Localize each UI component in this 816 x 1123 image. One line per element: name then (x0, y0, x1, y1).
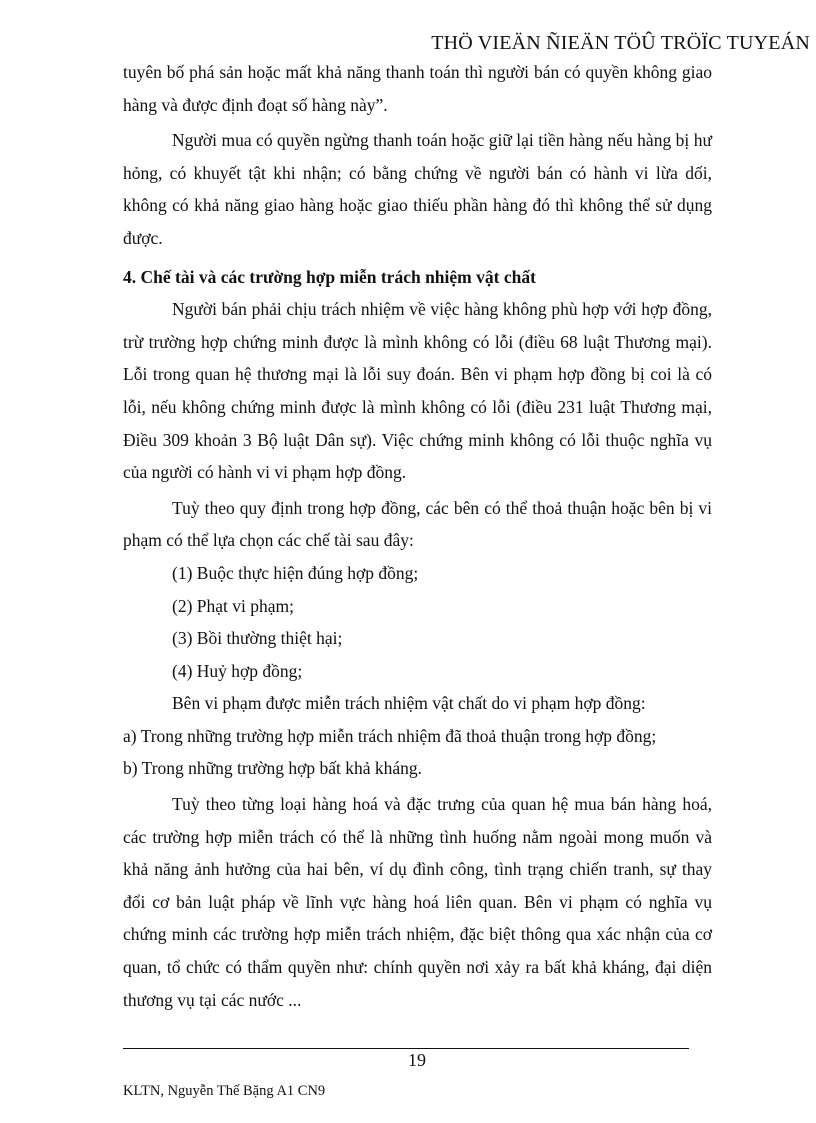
section-heading: 4. Chế tài và các trường hợp miễn trách nhiệm vật chất (123, 266, 536, 287)
list-item-exemption-a: a) Trong những trường hợp miễn trách nhiệm đã thoả thuận trong hợp đồng; (123, 725, 657, 746)
list-item-sanction-3: (3) Bồi thường thiệt hại; (172, 628, 343, 649)
list-item-sanction-1: (1) Buộc thực hiện đúng hợp đồng; (172, 562, 419, 583)
paragraph-buyer-rights: Người mua có quyền ngừng thanh toán hoặc giữ lại tiền hàng nếu hàng bị hư hỏng, có khuyết tật khi nhận; có bằng chứng về người bán có hành vi lừa dối, không có khả năng giao hàng hoặc giao thiếu phần hàng đó thì không thể sử dụng được. (123, 130, 712, 248)
list-item-sanction-2: (2) Phạt vi phạm; (172, 595, 294, 616)
paragraph-sanctions-intro: Tuỳ theo quy định trong hợp đồng, các bên có thể thoả thuận hoặc bên bị vi phạm có thể lựa chọn các chế tài sau đây: (123, 497, 712, 551)
paragraph-exemption-intro: Bên vi phạm được miễn trách nhiệm vật chất do vi phạm hợp đồng: (172, 693, 646, 714)
paragraph-continuation: tuyên bố phá sản hoặc mất khả năng thanh toán thì người bán có quyền không giao hàng và được định đoạt số hàng này”. (123, 62, 712, 115)
list-item-sanction-4: (4) Huỷ hợp đồng; (172, 660, 303, 681)
header-title: THÖ VIEÄN ÑIEÄN TÖÛ TRÖÏC TUYEÁN (431, 32, 810, 54)
paragraph-force-majeure: Tuỳ theo từng loại hàng hoá và đặc trưng của quan hệ mua bán hàng hoá, các trường hợp miễn trách có thể là những tình huống nằm ngoài mong muốn và khả năng ảnh hưởng của hai bên, ví dụ đình công, tình trạng chiến tranh, sự thay đổi cơ bản luật pháp về lĩnh vực hàng hoá liên quan. Bên vi phạm có nghĩa vụ chứng minh các trường hợp miễn trách nhiệm, đặc biệt thông qua xác nhận của cơ quan, tổ chức có thẩm quyền như: chính quyền nơi xảy ra bất khả kháng, đại diện thương vụ tại các nước ... (123, 794, 712, 1010)
footer-divider (123, 1048, 689, 1049)
page-number: 19 (408, 1050, 426, 1070)
page-body (123, 56, 712, 1016)
paragraph-liability: Người bán phải chịu trách nhiệm về việc hàng không phù hợp với hợp đồng, trừ trường hợp chứng minh được là mình không có lỗi (điều 68 luật Thương mại). Lỗi trong quan hệ thương mại là lỗi suy đoán. Bên vi phạm hợp đồng bị coi là có lỗi, nếu không chứng minh được là mình không có lỗi (điều 231 luật Thương mại, Điều 309 khoản 3 Bộ luật Dân sự). Việc chứng minh không có lỗi thuộc nghĩa vụ của người có hành vi vi phạm hợp đồng. (123, 299, 712, 483)
list-item-exemption-b: b) Trong những trường hợp bất khả kháng. (123, 758, 422, 779)
footer-note: KLTN, Nguyễn Thế Bặng A1 CN9 (123, 1083, 326, 1099)
